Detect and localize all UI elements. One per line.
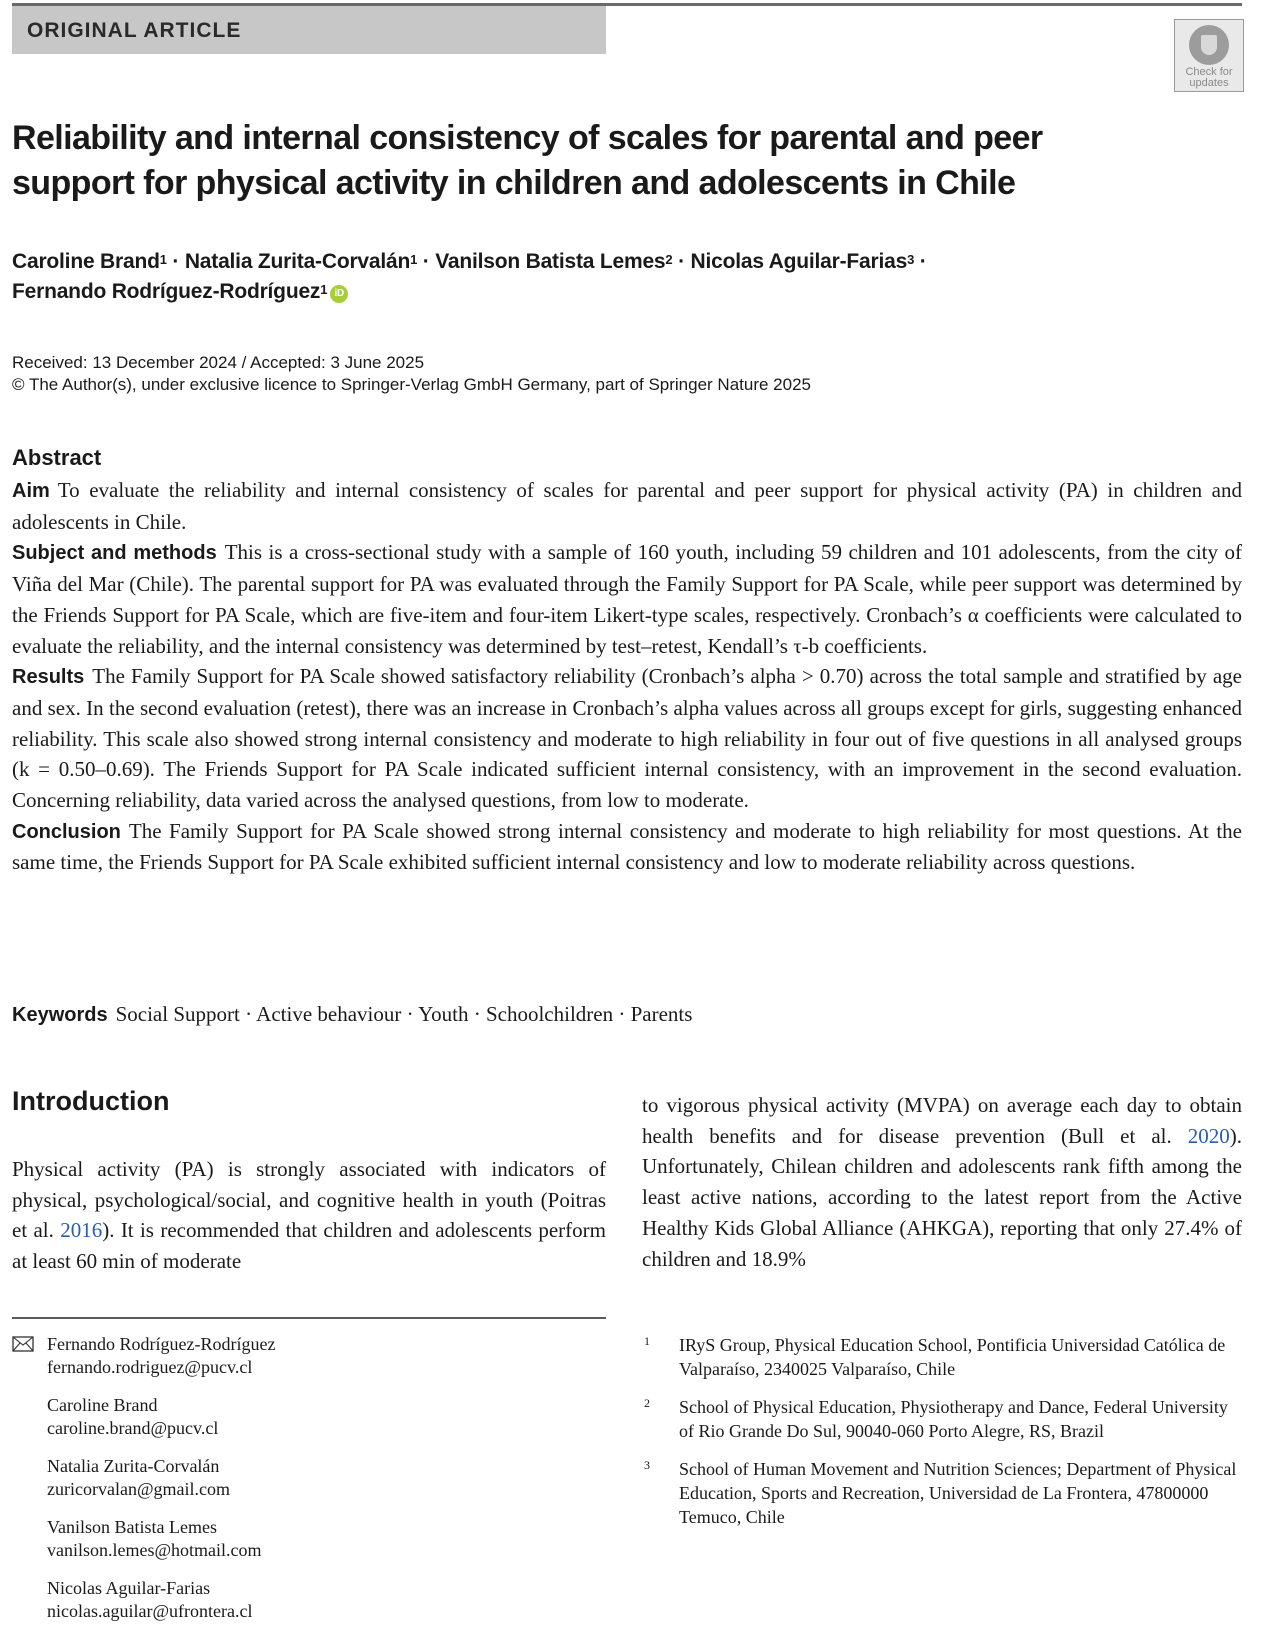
abstract-body [12,475,1242,878]
abstract-text: The Family Support for PA Scale showed satisfactory reliability (Cronbach’s alpha > 0.70) across the total sample and stratified by age and sex. In the second evaluation (retest), there was an increase in Cronbach’s alpha values across all groups except for girls, suggesting enhanced reliability. This scale also showed strong internal consistency and moderate to high reliability in four out of five questions in all analysed groups (k = 0.50–0.69). The Friends Support for PA Scale indicated sufficient internal consistency, with an improvement in the second evaluation. Concerning reliability, data varied across the analysed questions, from low to moderate. [12,664,1242,813]
orcid-icon[interactable]: iD [330,285,348,303]
affiliation-text: School of Human Movement and Nutrition Sciences; Department of Physical Education, Sports and Recreation, Universidad de La Frontera, 47800000 Temuco, Chile [679,1459,1237,1527]
footnote-rule [12,1317,606,1319]
abstract-heading: Abstract [12,445,102,470]
contact-entry [12,1333,606,1379]
abstract-conclusion [12,816,1242,878]
abstract-aim [12,475,1242,537]
affiliation-text: School of Physical Education, Physiotherapy and Dance, Federal University of Rio Grande Do Sul, 90040-060 Porto Alegre, RS, Brazil [679,1397,1228,1441]
contact-name: Vanilson Batista Lemes [47,1517,217,1537]
citation-link[interactable]: 2016 [60,1218,103,1243]
article-title: Reliability and internal consistency of scales for parental and peer support for physical activity in children and adolescents in Chile [12,119,1043,202]
affiliation-number: 1 [644,1334,650,1348]
body-text: Physical activity (PA) is strongly associated with indicators of physical, psychological/social, and cognitive health in youth (Poitras et al. [12,1157,606,1243]
citation-link[interactable]: 2020 [1187,1123,1230,1148]
abstract-text: To evaluate the reliability and internal consistency of scales for parental and peer support for physical activity (PA) in children and adolescents in Chile. [12,478,1242,534]
contact-entry [12,1394,606,1440]
check-updates-label: Check for updates [1185,66,1233,89]
affiliation-number: 2 [644,1396,650,1410]
abstract-results [12,661,1242,816]
abstract-label: Subject and methods [12,542,217,565]
abstract-label: Aim [12,480,50,502]
contact-name: Nicolas Aguilar-Farias [47,1578,211,1598]
contact-email[interactable]: zuricorvalan@gmail.com [47,1479,231,1499]
keywords-label: Keywords [12,1004,108,1026]
body-text: to vigorous physical activity (MVPA) on average each day to obtain health benefits and for disease prevention (Bull et al. [642,1093,1242,1148]
contact-entry [12,1516,606,1562]
section-tag: ORIGINAL ARTICLE [12,6,606,54]
envelope-icon [12,1336,34,1352]
affiliation-entry [642,1333,1242,1381]
contact-name: Fernando Rodríguez-Rodríguez [47,1334,276,1354]
author-name[interactable]: Nicolas Aguilar-Farias [690,250,908,273]
contact-entry [12,1455,606,1501]
keywords [12,1000,1242,1029]
affiliation-text: IRyS Group, Physical Education School, Pontificia Universidad Católica de Valparaíso, 2340025 Valparaíso, Chile [679,1335,1226,1379]
abstract-label: Results [12,666,85,689]
contact-email[interactable]: nicolas.aguilar@ufrontera.cl [47,1601,253,1621]
abstract-text: This is a cross-sectional study with a sample of 160 youth, including 59 children and 101 adolescents, from the city of Viña del Mar (Chile). The parental support for PA was evaluated through the Family Support for PA Scale, while peer support was determined by the Friends Support for PA Scale, which are five-item and four-item Likert-type scales, respectively. Cronbach’s α coefficients were calculated to evaluate the reliability, and the internal consistency was determined by test–retest, Kendall’s τ-b coefficients. [12,540,1242,658]
contact-entry [12,1577,606,1623]
author-name[interactable]: Fernando Rodríguez-Rodríguez [12,280,321,303]
affiliation-marker: 3 [907,252,915,267]
contact-email[interactable]: caroline.brand@pucv.cl [47,1418,219,1438]
body-text: ). Unfortunately, Chilean children and adolescents rank fifth among the least active nations, according to the latest report from the Active Healthy Kids Global Alliance (AHKGA), reporting that only 27.4% of children and 18.9% [642,1123,1242,1271]
keywords-list: Social Support · Active behaviour · Youth · Schoolchildren · Parents [115,1002,693,1026]
affiliation-number: 3 [644,1458,650,1472]
affiliation-marker: 1 [320,282,328,297]
affiliations-block [642,1333,1242,1543]
introduction-left-column [12,1154,606,1277]
abstract-text: The Family Support for PA Scale showed strong internal consistency and moderate to high reliability for most questions. At the same time, the Friends Support for PA Scale exhibited sufficient internal consistency and low to moderate reliability across questions. [12,818,1242,875]
introduction-heading: Introduction [12,1086,170,1116]
abstract-methods [12,537,1242,661]
introduction-right-column [642,1090,1242,1274]
bookmark-icon [1189,25,1229,65]
abstract-label: Conclusion [12,820,121,843]
affiliation-entry [642,1457,1242,1529]
author-name[interactable]: Natalia Zurita-Corvalán [184,250,411,273]
contact-name: Caroline Brand [47,1395,158,1415]
contact-email[interactable]: vanilson.lemes@hotmail.com [47,1540,262,1560]
contact-email[interactable]: fernando.rodriguez@pucv.cl [47,1357,253,1377]
affiliation-marker: 2 [665,252,673,267]
copyright-line: © The Author(s), under exclusive licence to Springer-Verlag GmbH Germany, part of Springer Nature 2025 [12,375,811,394]
author-list: Caroline Brand$^1$ · Natalia Zurita-Corvalán$^1$ · Vanilson Batista Lemes$^2$ · Nicolas Aguilar-Farias$^3$ · Fernando Rodríguez-Rodríguez$^1$ iD [12,250,927,303]
author-name[interactable]: Vanilson Batista Lemes [435,250,666,273]
contact-name: Natalia Zurita-Corvalán [47,1456,220,1476]
body-text: ). It is recommended that children and adolescents perform at least 60 min of moderate [12,1218,606,1274]
received-dates: Received: 13 December 2024 / Accepted: 3 June 2025 [12,353,425,372]
affiliation-entry [642,1395,1242,1443]
correspondence-block [12,1333,606,1628]
affiliation-marker: 1 [410,252,418,267]
affiliation-marker: 1 [159,252,167,267]
author-name[interactable]: Caroline Brand [12,250,160,273]
check-for-updates-badge[interactable] [1174,19,1244,92]
